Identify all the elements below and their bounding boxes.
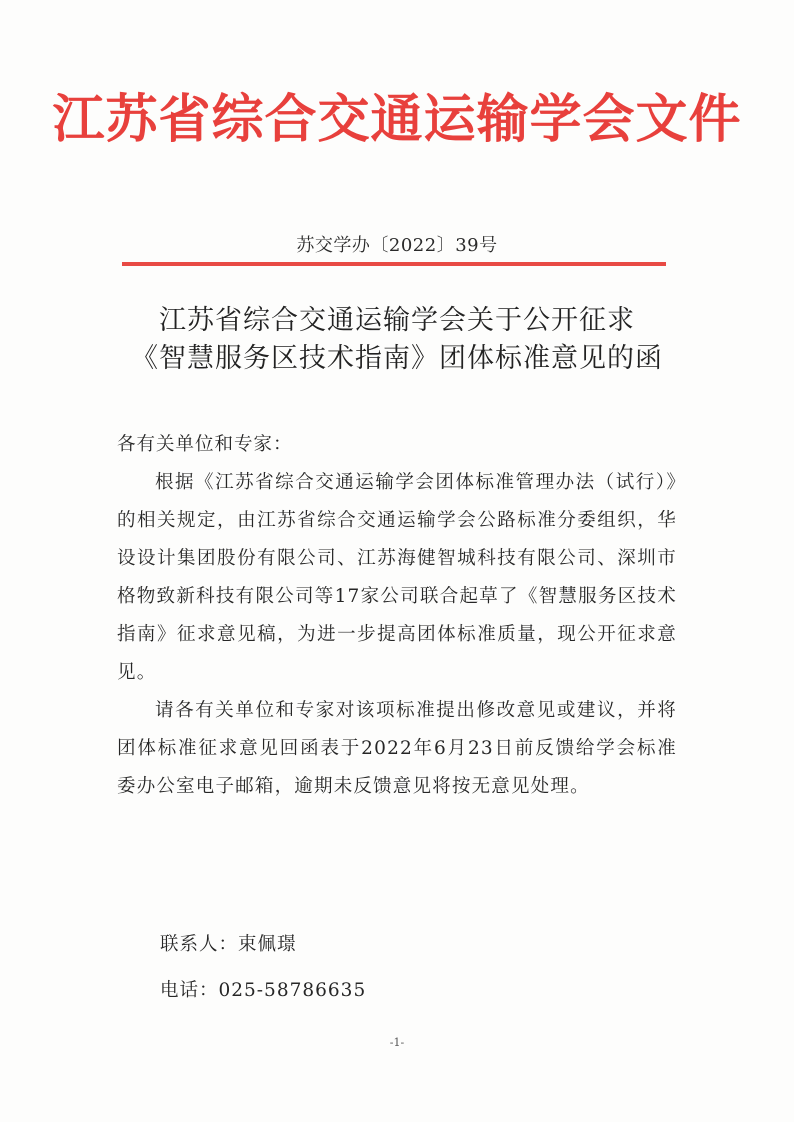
page-number: -1-: [389, 1036, 405, 1049]
document-title-line-2: 《智慧服务区技术指南》团体标准意见的函: [131, 343, 663, 374]
red-divider-line: [122, 262, 666, 266]
document-body: [117, 426, 677, 806]
salutation: 各有关单位和专家：: [117, 434, 293, 455]
body-paragraph-2: 请各有关单位和专家对该项标准提出修改意见或建议，并将团体标准征求意见回函表于2022年6月23日前反馈给学会标准委办公室电子邮箱，逾期未反馈意见将按无意见处理。: [117, 700, 677, 797]
contact-person: 联系人：束佩璟: [160, 934, 297, 955]
document-title-line-1: 江苏省综合交通运输学会关于公开征求: [159, 305, 635, 336]
header-title: 江苏省综合交通运输学会文件: [52, 89, 742, 150]
document-title: [0, 302, 794, 378]
contact-phone: 电话：025-58786635: [160, 980, 367, 1001]
document-number: 苏交学办〔2022〕39号: [296, 235, 498, 256]
body-paragraph-1: 根据《江苏省综合交通运输学会团体标准管理办法（试行）》的相关规定，由江苏省综合交通运输学会公路标准分委组织，华设设计集团股份有限公司、江苏海健智城科技有限公司、深圳市格物致新科技有限公司等17家公司联合起草了《智慧服务区技术指南》征求意见稿，为进一步提高团体标准质量，现公开征求意见。: [117, 472, 677, 683]
